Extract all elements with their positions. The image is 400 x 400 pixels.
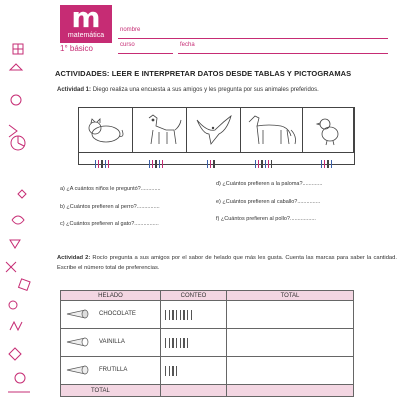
- activity-2-text: Rocío pregunta a sus amigos por el sabor de helado que más les gusta. Cuenta las marcas para saber la cantidad. Escribe el número total de preferencias.: [57, 255, 397, 271]
- tally-mark: [268, 160, 269, 168]
- table-header-row: [61, 291, 354, 301]
- activity-1-text: Diego realiza una encuesta a sus amigos y les pregunta por sus animales preferidos.: [92, 87, 319, 93]
- cat-tally-marks: [95, 155, 111, 163]
- tally-marks: [165, 368, 180, 374]
- total-row: [61, 385, 354, 397]
- grade-label: 1° básico: [60, 44, 93, 53]
- leaf-doodle-icon: [12, 216, 24, 224]
- margin-doodles: [0, 0, 40, 400]
- activity-2-instructions: [57, 253, 397, 273]
- chick-tally-marks: [321, 155, 334, 163]
- tally-mark: [180, 338, 181, 348]
- horse-icon: [241, 108, 303, 152]
- tally-mark: [210, 160, 211, 168]
- tally-mark: [183, 338, 184, 348]
- tally-marks: [165, 340, 191, 346]
- animal-pictogram-table: [78, 107, 355, 165]
- question-f: f) ¿Cuántos prefieren al pollo?.................: [216, 216, 316, 222]
- tally-mark: [187, 338, 188, 348]
- question-a: a) ¿A cuántos niños le preguntó?.............: [60, 186, 161, 192]
- table-row: [61, 357, 354, 385]
- tally-mark: [255, 160, 256, 168]
- tally-mark: [191, 310, 192, 320]
- name-label: nombre: [120, 27, 141, 33]
- count-cell: [161, 329, 227, 357]
- tally-mark: [261, 160, 262, 168]
- tally-mark: [108, 160, 109, 168]
- horse-tally-marks: [255, 155, 274, 163]
- dog-cell: [133, 108, 187, 152]
- tally-mark: [165, 338, 166, 348]
- tally-mark: [169, 366, 170, 376]
- tally-mark: [176, 310, 177, 320]
- date-field[interactable]: [178, 53, 388, 54]
- dove-icon: [187, 108, 241, 152]
- tally-mark: [176, 366, 177, 376]
- dog-icon: [133, 108, 187, 152]
- arrow-doodle-icon: [9, 125, 17, 137]
- count-cell: [161, 301, 227, 329]
- activity-1-label: Actividad 1:: [57, 87, 92, 93]
- total-answer-cell[interactable]: [227, 329, 354, 357]
- tally-mark: [165, 366, 166, 376]
- tally-mark: [159, 160, 160, 168]
- chick-icon: [303, 108, 354, 152]
- question-c: c) ¿Cuántos prefieren al gato?................: [60, 221, 159, 227]
- dog-tally-marks: [149, 155, 165, 163]
- cat-icon: [79, 108, 133, 152]
- tally-mark: [271, 160, 272, 168]
- tally-mark: [321, 160, 322, 168]
- flavor-label: FRUTILLA: [99, 367, 128, 373]
- activity-1-instructions: [57, 87, 397, 93]
- ice-cream-tally-table: [60, 290, 354, 397]
- tally-mark: [331, 160, 332, 168]
- flavor-label: CHOCOLATE: [99, 311, 136, 317]
- triangle-doodle-icon: [10, 64, 22, 70]
- grand-total-answer-cell[interactable]: [227, 385, 354, 397]
- total-answer-cell[interactable]: [227, 357, 354, 385]
- tally-mark: [152, 160, 153, 168]
- table-row: [61, 301, 354, 329]
- tally-mark: [169, 338, 170, 348]
- tally-mark: [180, 310, 181, 320]
- tally-mark: [176, 338, 177, 348]
- table-row: [61, 329, 354, 357]
- tally-mark: [327, 160, 328, 168]
- zigzag-doodle-icon: [10, 322, 22, 330]
- tally-mark: [324, 160, 325, 168]
- tally-mark: [101, 160, 102, 168]
- date-label: fecha: [180, 42, 195, 48]
- tally-mark: [165, 310, 166, 320]
- tally-mark: [172, 338, 173, 348]
- tally-mark: [172, 366, 173, 376]
- flavor-cell: [61, 357, 161, 385]
- tally-mark: [98, 160, 99, 168]
- total-answer-cell[interactable]: [227, 301, 354, 329]
- diamond-doodle-icon: [18, 190, 26, 198]
- activity-2-label: Actividad 2:: [57, 255, 91, 261]
- count-cell: [161, 357, 227, 385]
- tally-mark: [95, 160, 96, 168]
- dove-tally-marks: [207, 155, 217, 163]
- course-field[interactable]: [118, 53, 173, 54]
- name-field[interactable]: [118, 38, 388, 39]
- logo-letter: m: [71, 1, 101, 34]
- tally-mark: [105, 160, 106, 168]
- tally-mark: [155, 160, 156, 168]
- ice-cream-cone-icon: [61, 357, 91, 384]
- circle-doodle-icon: [11, 95, 21, 105]
- logo-word: matemática: [67, 32, 105, 39]
- flavor-cell: [61, 329, 161, 357]
- question-b: b) ¿Cuántos prefieren al perro?...............: [60, 204, 160, 210]
- tally-mark: [265, 160, 266, 168]
- brand-logo: [60, 1, 112, 43]
- tally-mark: [258, 160, 259, 168]
- total-count-cell: [161, 385, 227, 397]
- tally-mark: [187, 310, 188, 320]
- tally-marks: [165, 312, 195, 318]
- flavor-cell: [61, 301, 161, 329]
- course-label: curso: [120, 42, 135, 48]
- tally-mark: [183, 310, 184, 320]
- header-count: CONTEO: [161, 291, 227, 301]
- flavor-label: VAINILLA: [99, 339, 125, 345]
- tally-mark: [169, 310, 170, 320]
- chick-cell: [303, 108, 354, 152]
- question-e: e) ¿Cuántos prefieren al caballo?...............: [216, 199, 321, 205]
- question-d: d) ¿Cuántos prefieren a la paloma?.............: [216, 181, 323, 187]
- tally-mark: [172, 310, 173, 320]
- cat-cell: [79, 108, 133, 152]
- header-flavor: HELADO: [61, 291, 161, 301]
- ice-cream-cone-icon: [61, 301, 91, 328]
- worksheet-title: ACTIVIDADES: LEER E INTERPRETAR DATOS DESDE TABLAS Y PICTOGRAMAS: [55, 69, 352, 78]
- total-label: TOTAL: [61, 385, 161, 397]
- tally-mark: [213, 160, 214, 168]
- tally-mark: [162, 160, 163, 168]
- dove-cell: [187, 108, 241, 152]
- horse-cell: [241, 108, 303, 152]
- header-total: TOTAL: [227, 291, 354, 301]
- tally-mark: [207, 160, 208, 168]
- square-doodle-icon: [19, 279, 31, 291]
- ice-cream-cone-icon: [61, 329, 91, 356]
- tally-mark: [149, 160, 150, 168]
